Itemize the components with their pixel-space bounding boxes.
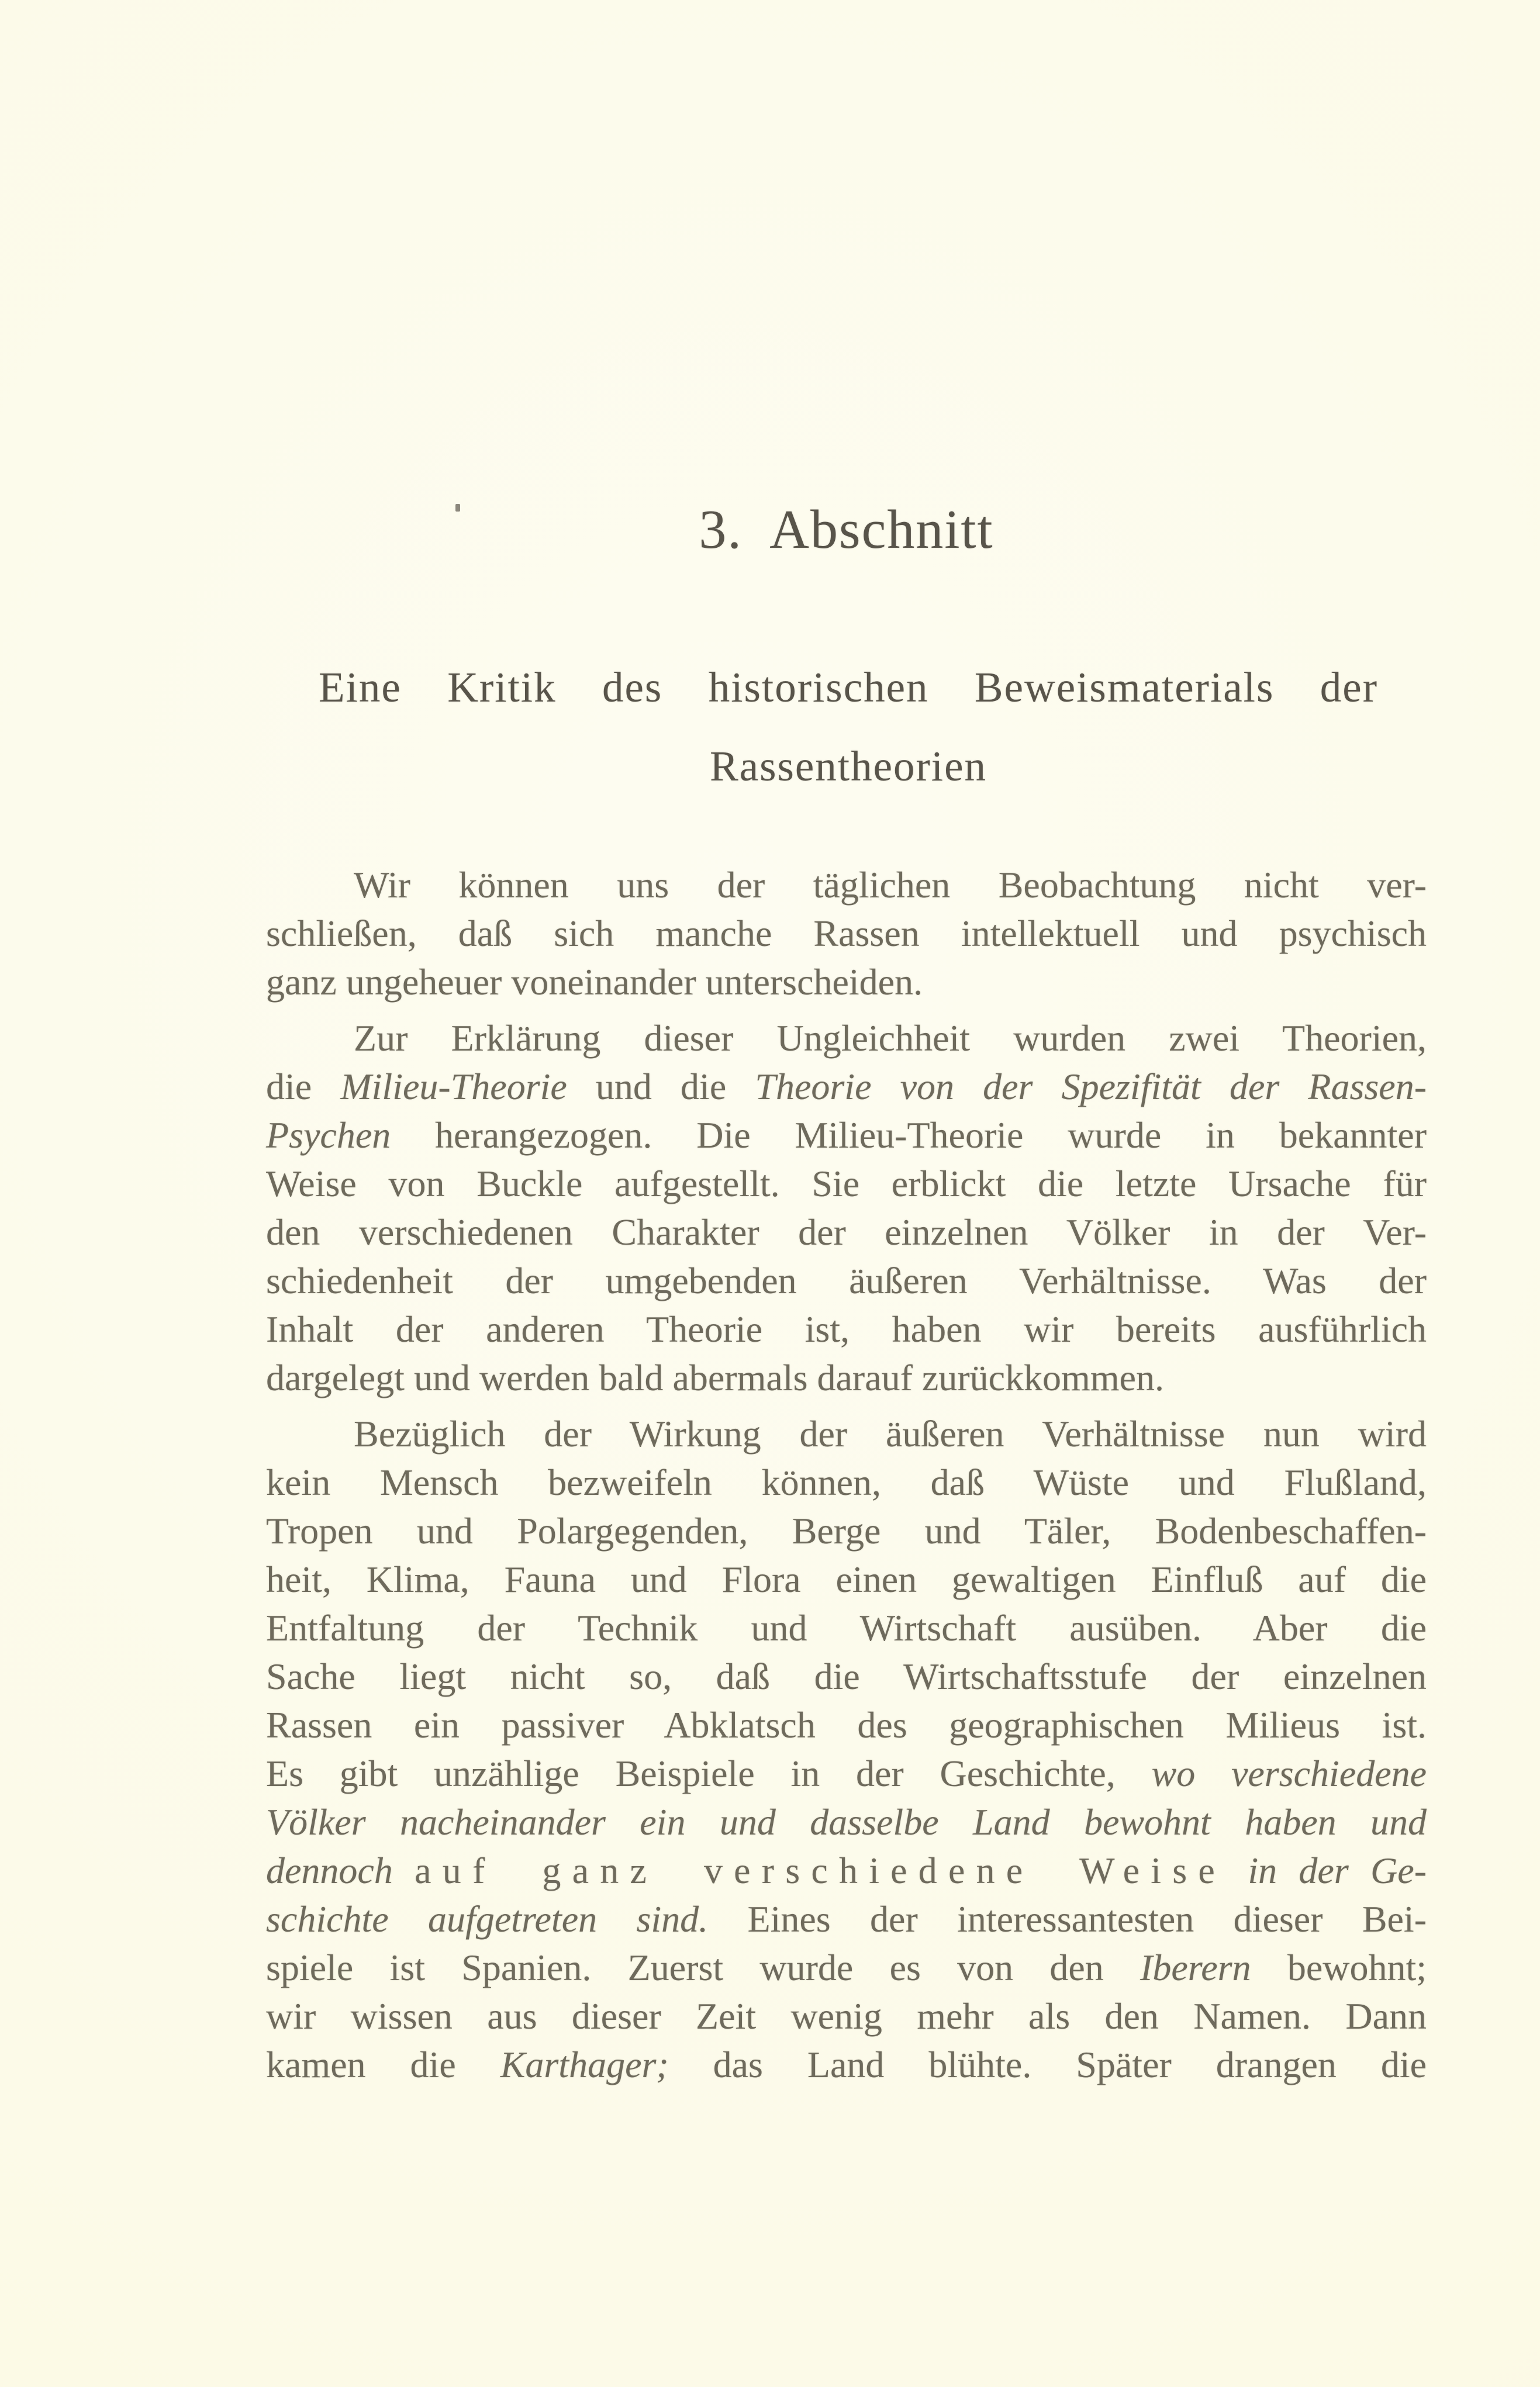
text-line — [266, 1798, 1427, 1846]
plain-text: spiele ist Spanien. Zuerst wurde es von den — [266, 1947, 1141, 1988]
plain-text — [1226, 1850, 1248, 1891]
plain-text: herangezogen. Die Milieu-Theorie wurde in bekannter — [391, 1114, 1427, 1156]
plain-text: Rassen ein passiver Abklatsch des geographischen Milieus ist. — [266, 1704, 1427, 1746]
italic-text: Theorie von der Spezifität der Rassen- — [755, 1066, 1427, 1107]
plain-text: die — [266, 1066, 341, 1107]
text-line — [266, 1410, 1427, 1458]
text-line — [266, 1749, 1427, 1798]
plain-text: heit, Klima, Fauna und Flora einen gewaltigen Einfluß auf die — [266, 1559, 1427, 1600]
text-line — [266, 909, 1427, 958]
plain-text: Sache liegt nicht so, daß die Wirtschaftsstufe der einzelnen — [266, 1656, 1427, 1697]
text-line — [266, 1701, 1427, 1749]
text-line — [266, 1062, 1427, 1111]
italic-text: Iberern — [1140, 1947, 1251, 1988]
italic-text: wo verschiedene — [1151, 1753, 1427, 1794]
letterspaced-text: auf ganz verschiedene Weise — [415, 1850, 1226, 1891]
italic-text: dennoch — [266, 1850, 393, 1891]
plain-text: bewohnt; — [1251, 1947, 1427, 1988]
text-line — [266, 1014, 1427, 1062]
paragraph — [266, 1410, 1427, 2089]
text-line — [266, 1111, 1427, 1159]
text-line — [266, 2040, 1427, 2089]
chapter-title: 3. Abschnitt — [699, 499, 994, 560]
text-line — [266, 958, 1427, 1006]
subtitle-line-1: Eine Kritik des historischen Beweismaterials der — [319, 664, 1378, 711]
text-line — [266, 861, 1427, 909]
text-line — [266, 1846, 1427, 1895]
plain-text: Eines der interessantesten dieser Bei- — [708, 1898, 1427, 1940]
text-line — [266, 1256, 1427, 1305]
text-line — [266, 1159, 1427, 1208]
text-line — [266, 1458, 1427, 1507]
plain-text: schiedenheit der umgebenden äußeren Verhältnisse. Was der — [266, 1260, 1427, 1301]
body-text — [266, 861, 1427, 2096]
text-line — [266, 1305, 1427, 1353]
italic-text: in der Ge- — [1248, 1850, 1427, 1891]
plain-text: Bezüglich der Wirkung der äußeren Verhältnisse nun wird — [354, 1413, 1427, 1455]
plain-text: kein Mensch bezweifeln können, daß Wüste und Flußland, — [266, 1462, 1427, 1503]
plain-text: das Land blühte. Später drangen die — [668, 2044, 1427, 2085]
italic-text: Milieu-Theorie — [340, 1066, 567, 1107]
text-line — [266, 1604, 1427, 1652]
text-line — [266, 1943, 1427, 1992]
plain-text — [393, 1850, 415, 1891]
text-line — [266, 1555, 1427, 1604]
italic-text: Psychen — [266, 1114, 391, 1156]
plain-text: den verschiedenen Charakter der einzelnen Völker in der Ver- — [266, 1211, 1427, 1253]
plain-text: Weise von Buckle aufgestellt. Sie erblickt die letzte Ursache für — [266, 1163, 1427, 1204]
paragraph — [266, 1014, 1427, 1402]
text-line — [266, 1208, 1427, 1256]
text-line — [266, 1992, 1427, 2040]
plain-text: Entfaltung der Technik und Wirtschaft ausüben. Aber die — [266, 1607, 1427, 1649]
text-line — [266, 1895, 1427, 1943]
paragraph — [266, 861, 1427, 1006]
plain-text: Inhalt der anderen Theorie ist, haben wir bereits ausführlich — [266, 1308, 1427, 1350]
text-line — [266, 1353, 1427, 1402]
plain-text: ganz ungeheuer voneinander unterscheiden. — [266, 961, 923, 1003]
plain-text: und die — [567, 1066, 755, 1107]
plain-text: kamen die — [266, 2044, 500, 2085]
text-line — [266, 1652, 1427, 1701]
plain-text: Zur Erklärung dieser Ungleichheit wurden zwei Theorien, — [354, 1017, 1427, 1059]
plain-text: Es gibt unzählige Beispiele in der Geschichte, — [266, 1753, 1152, 1794]
italic-text: schichte aufgetreten sind. — [266, 1898, 709, 1940]
plain-text: Wir können uns der täglichen Beobachtung nicht ver- — [354, 864, 1427, 906]
plain-text: dargelegt und werden bald abermals darauf zurückkommen. — [266, 1357, 1164, 1398]
plain-text: wir wissen aus dieser Zeit wenig mehr als den Namen. Dann — [266, 1995, 1427, 2037]
plain-text: schließen, daß sich manche Rassen intellektuell und psychisch — [266, 913, 1427, 954]
subtitle-line-2: Rassentheorien — [710, 742, 987, 790]
chapter-subtitle — [319, 648, 1378, 806]
text-line — [266, 1507, 1427, 1555]
italic-text: Karthager; — [500, 2044, 669, 2085]
italic-text: Völker nacheinander ein und dasselbe Land bewohnt haben und — [266, 1801, 1427, 1843]
plain-text: Tropen und Polargegenden, Berge und Täler, Bodenbeschaffen- — [266, 1510, 1427, 1552]
